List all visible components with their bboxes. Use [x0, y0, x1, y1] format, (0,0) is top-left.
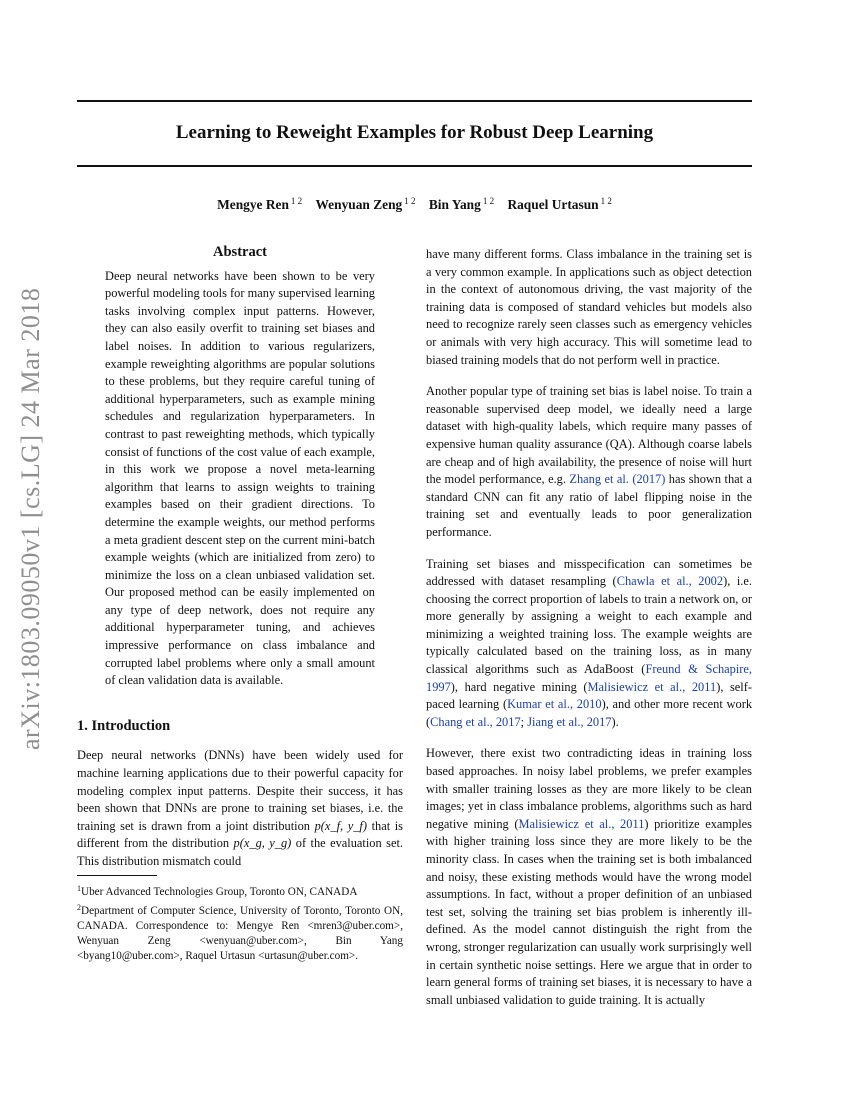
footnote-rule	[77, 875, 157, 876]
title-rule-bottom	[77, 165, 752, 167]
footnote-text: Department of Computer Science, University of Toronto, Toronto ON, CANADA. Correspondence to: Mengye Ren <mren3@uber.com>, Wenyuan Zeng <wenyuan@uber.com>, Bin Yang <byang10@uber.com>, Raquel Urtasun <urtasun@uber.com>.	[77, 904, 403, 962]
text-span: that is different from the distribution	[77, 818, 403, 851]
intro-paragraph	[77, 747, 403, 870]
resampling-paragraph	[426, 556, 752, 732]
citation-link[interactable]: Malisiewicz et al., 2011	[587, 679, 717, 694]
footnote-text: Uber Advanced Technologies Group, Toronto ON, CANADA	[81, 885, 358, 898]
footnote-number: 1	[77, 883, 81, 893]
intro-paragraph-continued: have many different forms. Class imbalance in the training set is a very common example. In applications such as object detection in the context of autonomous driving, the vast majority of the training data is composed of standard vehicles but models also need to recognize rarely seen classes such as emergency vehicles or animals with very high accuracy. This will sometime lead to biased training models that do not perform well in practice.	[426, 247, 752, 367]
section-heading-introduction: 1. Introduction	[77, 717, 171, 734]
abstract-heading: Abstract	[213, 244, 267, 260]
citation-link[interactable]: Kumar et al., 2010	[507, 697, 602, 712]
author-2	[316, 197, 416, 212]
author-affiliation: 1 2	[600, 196, 612, 206]
contradiction-paragraph	[426, 745, 752, 1009]
text-span: ), and other more recent work (	[426, 697, 753, 729]
text-span: ;	[520, 714, 528, 729]
text-span: Training set biases and misspecification can sometimes be addressed with dataset resampling (	[426, 556, 752, 589]
author-1	[217, 197, 302, 212]
author-affiliation: 1 2	[482, 196, 495, 206]
arxiv-stamp: arXiv:1803.09050v1 [cs.LG] 24 Mar 2018	[16, 287, 45, 750]
left-column	[77, 244, 403, 964]
author-3	[429, 197, 494, 212]
text-span: ), self-paced learning (	[426, 679, 752, 712]
text-span: has shown that a standard CNN can fit any ratio of label flipping noise in the training set and eventually leads to poor generalization performance.	[426, 472, 753, 539]
author-affiliation: 1 2	[290, 196, 303, 206]
text-span: Deep neural networks (DNNs) have been widely used for machine learning applications due to their powerful capacity for modeling complex input patterns. Despite their success, it has been shown that DNNs are prone to training set biases, i.e. the training set is drawn from a joint distribution	[77, 748, 403, 833]
text-span: ), hard negative mining (	[450, 679, 588, 694]
text-span: Another popular type of training set bias is label noise. To train a reasonable supervised deep model, we ideally need a large dataset with high-quality labels, which require many passes of expensive human quality assurance (QA). Although coarse labels are cheap and of high availability, the presence of noise will hurt the model performance, e.g.	[426, 384, 752, 487]
author-list	[77, 196, 752, 213]
citation-link[interactable]: Malisiewicz et al., 2011	[518, 816, 645, 831]
text-span: ).	[611, 714, 619, 729]
right-column	[426, 246, 752, 1023]
footnotes	[77, 881, 403, 964]
label-noise-paragraph	[426, 383, 752, 541]
title-rule-top	[77, 100, 752, 102]
citation-link[interactable]: Jiang et al., 2017	[527, 714, 612, 729]
citation-link[interactable]: Zhang et al. (2017)	[569, 472, 666, 487]
citation-link[interactable]: Chawla et al., 2002	[616, 574, 724, 589]
math-target-distribution: p(x_g, y_g)	[233, 836, 292, 851]
footnote-1	[77, 881, 403, 900]
math-source-distribution: p(x_f, y_f)	[314, 818, 367, 833]
paper-title: Learning to Reweight Examples for Robust Deep Learning	[175, 122, 654, 143]
author-name: Mengye Ren	[217, 197, 289, 212]
abstract-text: Deep neural networks have been shown to be very powerful modeling tools for many supervised learning tasks involving complex input patterns. However, they can also easily overfit to training set biases and label noises. In addition to various regularizers, example reweighting algorithms are popular solutions to these problems, but they require careful tuning of additional hyperparameters, such as example mining schedules and regularization hyperparameters. In contrast to past reweighting methods, which typically consist of functions of the cost value of each example, in this work we propose a novel meta-learning algorithm that learns to assign weights to training examples based on their gradient directions. To determine the example weights, our method performs a meta gradient descent step on the current mini-batch example weights (which are initialized from zero) to minimize the loss on a clean unbiased validation set. Our proposed method can be easily implemented on any type of deep network, does not require any additional hyperparameter tuning, and achieves impressive performance on class imbalance and corrupted label problems where only a small amount of clean validation data is available.	[105, 268, 375, 688]
text-span: ) prioritize examples with higher training loss since they are more likely to be the minority class. In cases when the training set is both imbalanced and noisy, these existing methods would have the wrong model assumptions. In fact, without a proper definition of an unbiased test set, solving the training set bias problem is inherently ill-defined. As the model cannot distinguish the right from the wrong, stronger regularization can usually work surprisingly well in certain synthetic noise settings. Here we argue that in order to learn general forms of training set biases, it is necessary to have a small unbiased validation to guide training. It is actually	[426, 816, 753, 1007]
citation-link[interactable]: Freund & Schapire, 1997	[426, 662, 752, 694]
text-span: However, there exist two contradicting ideas in training loss based approaches. In noisy label problems, we prefer examples with smaller training losses as they are more likely to be clean images; yet in class imbalance problems, algorithms such as hard negative mining (	[426, 746, 752, 831]
footnote-2	[77, 900, 403, 964]
author-name: Wenyuan Zeng	[315, 197, 403, 212]
text-span: ), i.e. choosing the correct proportion of labels to train a network on, or more generally by assigning a weight to each example and minimizing a weighted training loss. The example weights are typically calculated based on the training loss, as in many classical algorithms such as AdaBoost (	[426, 574, 752, 677]
author-4	[507, 197, 611, 212]
author-name: Raquel Urtasun	[507, 197, 599, 212]
citation-link[interactable]: Chang et al., 2017	[430, 714, 521, 729]
text-span: of the evaluation set. This distribution mismatch could	[77, 836, 403, 868]
author-name: Bin Yang	[428, 197, 481, 212]
author-affiliation: 1 2	[404, 196, 416, 206]
footnote-number: 2	[77, 902, 81, 912]
